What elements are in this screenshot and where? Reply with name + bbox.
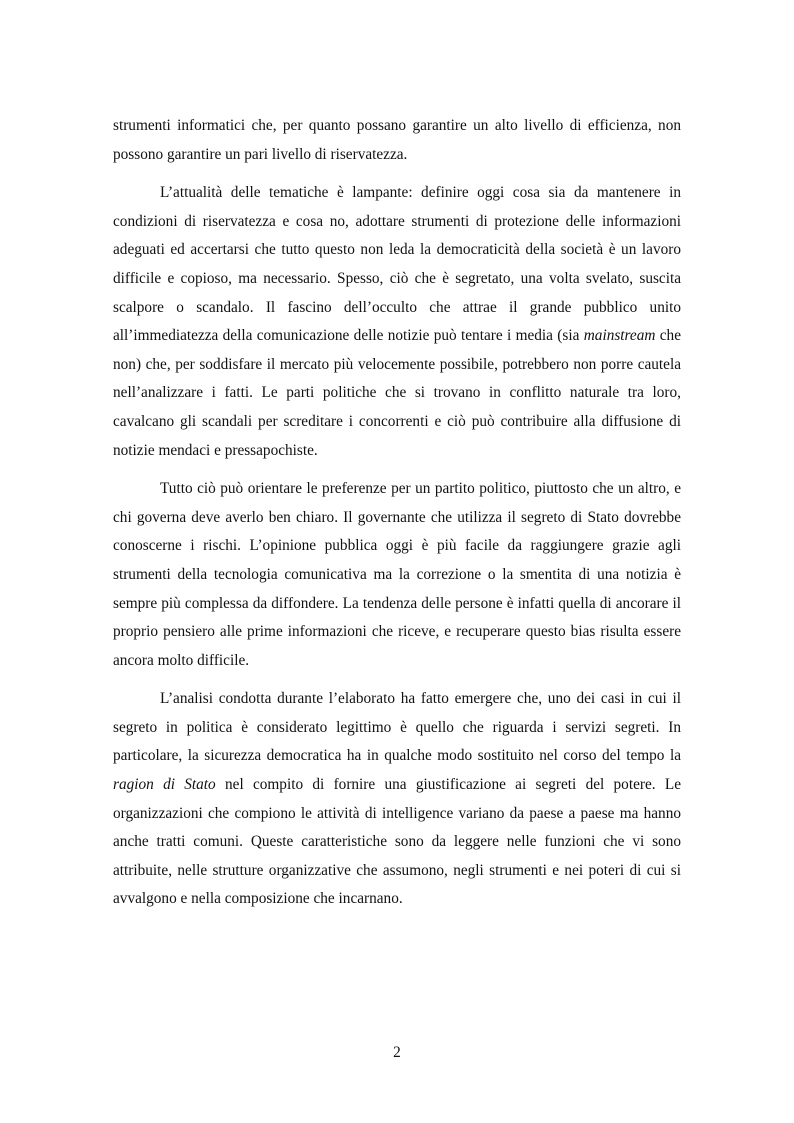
- text-segment: nel compito di fornire una giustificazione ai segreti del potere. Le organizzazioni che compiono le attività di intelligence variano da paese a paese ma hanno anche tratti comuni. Queste caratteristiche sono da leggere nelle funzioni che vi sono attribuite, nelle strutture organizzative che assumono, negli strumenti e nei poteri di cui si avvalgono e nella composizione che incarnano.: [113, 776, 682, 908]
- paragraph-3: [113, 475, 681, 675]
- text-segment: L’attualità delle tematiche è lampante: definire oggi cosa sia da mantenere in condizioni di riservatezza e cosa no, adottare strumenti di protezione delle informazioni adeguati ed accertarsi che tutto questo non leda la democraticità della società è un lavoro difficile e copioso, ma necessario. Spesso, ciò che è segretato, una volta svelato, suscita scalpore o scandalo. Il fascino dell’occulto che attrae il grande pubblico unito all’immediatezza della comunicazione delle notizie può tentare i media (sia: [113, 184, 681, 345]
- text-segment: che non) che, per soddisfare il mercato più velocemente possibile, potrebbero non porre cautela nell’analizzare i fatti. Le parti politiche che si trovano in conflitto naturale tra loro, cavalcano gli scandali per screditare i concorrenti e ciò può contribuire alla diffusione di notizie mendaci e pressapochiste.: [113, 327, 681, 459]
- page-number: 2: [393, 1044, 401, 1061]
- paragraph-2: [113, 179, 681, 465]
- text-segment: strumenti informatici che, per quanto possano garantire un alto livello di efficienza, non possono garantire un pari livello di riservatezza.: [113, 117, 681, 163]
- italic-text: mainstream: [583, 327, 656, 345]
- italic-text: ragion di Stato: [113, 776, 216, 794]
- paragraph-4: [113, 685, 681, 914]
- text-segment: Tutto ciò può orientare le preferenze per un partito politico, piuttosto che un altro, e chi governa deve averlo ben chiaro. Il governante che utilizza il segreto di Stato dovrebbe conoscerne i rischi. L’opinione pubblica oggi è più facile da raggiungere grazie agli strumenti della tecnologia comunicativa ma la correzione o la smentita di una notizia è sempre più complessa da diffondere. La tendenza delle persone è infatti quella di ancorare il proprio pensiero alle prime informazioni che riceve, e recuperare questo bias risulta essere ancora molto difficile.: [113, 480, 681, 669]
- text-segment: L’analisi condotta durante l’elaborato ha fatto emergere che, uno dei casi in cui il segreto in politica è considerato legittimo è quello che riguarda i servizi segreti. In particolare, la sicurezza democratica ha in qualche modo sostituito nel corso del tempo la: [113, 690, 681, 765]
- paragraph-1: [113, 112, 681, 169]
- document-page: [113, 112, 681, 924]
